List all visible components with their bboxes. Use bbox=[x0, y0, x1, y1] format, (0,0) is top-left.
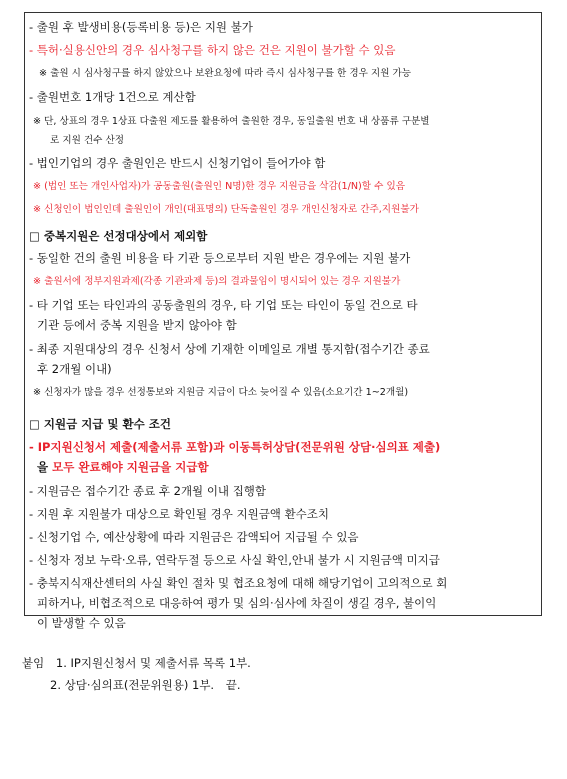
attachment-line-1 bbox=[22, 656, 251, 670]
note-line: ※ 신청자가 많을 경우 선정통보와 지원금 지급이 다소 늦어질 수 있음(소요기간 1~2개월) bbox=[33, 387, 409, 398]
text-line: 피하거나, 비협조적으로 대응하여 평가 및 심의·심사에 차질이 생길 경우, 불이익 bbox=[37, 596, 437, 610]
section-heading: □ 중복지원은 선정대상에서 제외함 bbox=[29, 229, 208, 243]
text-fragment: 을 bbox=[37, 460, 53, 474]
text-line: 후 2개월 이내) bbox=[37, 362, 112, 376]
note-line: ※ 단, 상표의 경우 1상표 다출원 제도를 활용하여 출원한 경우, 동일출원 번호 내 상품류 구분별 bbox=[33, 116, 430, 127]
attachment-item: 2. 상담·심의표(전문위원용) 1부. bbox=[50, 678, 215, 692]
text-line: - 충북지식재산센터의 사실 확인 절차 및 협조요청에 대해 해당기업이 고의적으로 회 bbox=[29, 576, 448, 590]
text-line: - 신청기업 수, 예산상황에 따라 지원금은 감액되어 지급될 수 있음 bbox=[29, 530, 359, 544]
text-line: - 동일한 건의 출원 비용을 타 기관 등으로부터 지원 받은 경우에는 지원 불가 bbox=[29, 251, 411, 265]
highlighted-text: 모두 완료해야 지원금을 지급함 bbox=[52, 460, 209, 474]
text-line: - 타 기업 또는 타인과의 공동출원의 경우, 타 기업 또는 타인이 동일 건으로 타 bbox=[29, 298, 418, 312]
end-mark: 끝. bbox=[225, 678, 241, 692]
text-line: - 지원금은 접수기간 종료 후 2개월 이내 집행함 bbox=[29, 484, 267, 498]
note-line: ※ 출원 시 심사청구를 하지 않았으나 보완요청에 따라 즉시 심사청구를 한 경우 지원 가능 bbox=[39, 68, 412, 79]
text-line: - 출원번호 1개당 1건으로 계산함 bbox=[29, 90, 196, 104]
text-line: - 법인기업의 경우 출원인은 반드시 신청기업이 들어가야 함 bbox=[29, 156, 326, 170]
section-heading: □ 지원금 지급 및 환수 조건 bbox=[29, 417, 171, 431]
text-line: 이 발생할 수 있음 bbox=[37, 616, 126, 630]
note-line: ※ 출원서에 정부지원과제(각종 기관과제 등)의 결과물임이 명시되어 있는 경우 지원불가 bbox=[33, 276, 401, 287]
text-line: 기관 등에서 중복 지원을 받지 않아야 함 bbox=[37, 318, 237, 332]
text-line: - IP지원신청서 제출(제출서류 포함)과 이동특허상담(전문위원 상담·심의표 제출) bbox=[29, 440, 441, 454]
note-line: 로 지원 건수 산정 bbox=[50, 135, 125, 146]
text-line: - 최종 지원대상의 경우 신청서 상에 기재한 이메일로 개별 통지함(접수기간 종료 bbox=[29, 342, 430, 356]
note-line: ※ (법인 또는 개인사업자)가 공동출원(출원인 N명)한 경우 지원금을 삭감(1/N)할 수 있음 bbox=[33, 181, 405, 192]
text-line: - 신청자 정보 누락·오류, 연락두절 등으로 사실 확인,안내 불가 시 지원금액 미지급 bbox=[29, 553, 440, 567]
note-line: ※ 신청인이 법인인데 출원인이 개인(대표명의) 단독출원인 경우 개인신청자로 간주,지원불가 bbox=[33, 204, 419, 215]
attachment-line-2 bbox=[50, 678, 241, 692]
attachment-label: 붙임 bbox=[22, 656, 45, 670]
text-line: - 특허·실용신안의 경우 심사청구를 하지 않은 건은 지원이 불가할 수 있음 bbox=[29, 43, 396, 57]
text-line bbox=[37, 460, 209, 474]
text-line: - 출원 후 발생비용(등록비용 등)은 지원 불가 bbox=[29, 20, 253, 34]
text-line: - 지원 후 지원불가 대상으로 확인될 경우 지원금액 환수조치 bbox=[29, 507, 330, 521]
conditions-box bbox=[24, 12, 542, 630]
attachment-item: 1. IP지원신청서 및 제출서류 목록 1부. bbox=[55, 656, 251, 670]
